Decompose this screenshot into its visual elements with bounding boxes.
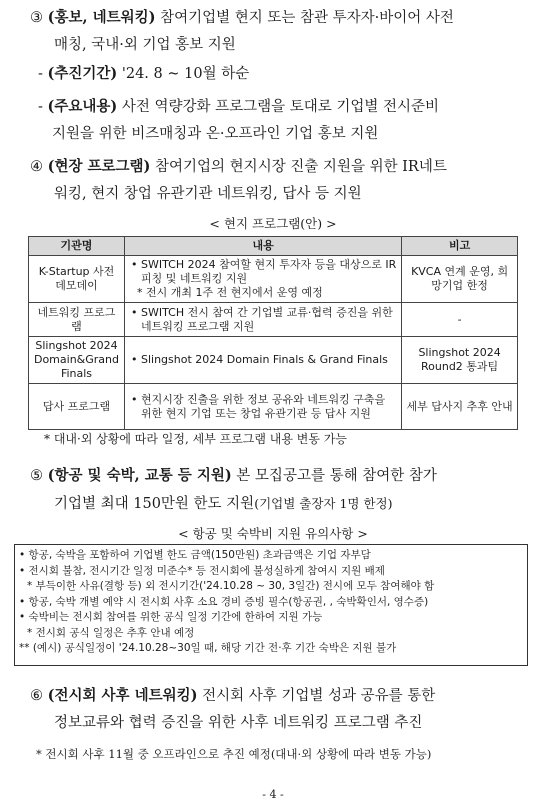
content-text: 사전 역량강화 프로그램을 토대로 기업별 전시준비 <box>117 99 440 115</box>
section-title: (항공 및 숙박, 교통 등 지원) <box>47 467 232 484</box>
content-cell <box>124 256 401 303</box>
org-cell: 답사 프로그램 <box>29 384 125 430</box>
notice-line: * 부득이한 사유(결항 등) 외 전시기간('24.10.28 ~ 30, 3일간) 전시에 모두 참여해야 함 <box>27 580 435 592</box>
table-row <box>29 256 518 303</box>
content-item: - (주요내용) 사전 역량강화 프로그램을 토대로 기업별 전시준비 지원을 위한 비즈매칭과 온·오프라인 기업 홍보 지원 <box>38 93 538 148</box>
section-text: 워킹, 현지 창업 유관기관 네트워킹, 답사 등 지원 <box>54 186 362 202</box>
column-header: 내용 <box>124 237 401 256</box>
content-bullet: • 현지시장 진출을 위한 정보 공유와 네트워킹 구축을 위한 현지 기업 또는 창업 유관기관 등 답사 지원 <box>130 392 386 420</box>
notice-box <box>14 544 528 666</box>
table-header-row <box>29 237 518 256</box>
section-text: 전시회 사후 기업별 성과 공유를 통한 <box>197 688 436 704</box>
section-title: (전시회 사후 네트워킹) <box>47 687 198 704</box>
content-label: (주요내용) <box>47 98 118 115</box>
section-6 <box>30 682 534 737</box>
org-cell: 네트워킹 프로그램 <box>29 303 125 337</box>
column-header: 비고 <box>402 237 518 256</box>
section-paren: (기업별 출장자 1명 한정) <box>254 496 393 511</box>
content-cell <box>124 337 401 384</box>
table-row <box>29 303 518 337</box>
period-label: (추진기간) <box>47 65 118 82</box>
content-cell <box>124 384 401 430</box>
section-title: (현장 프로그램) <box>47 158 151 175</box>
section-3 <box>30 4 534 59</box>
table-footnote: * 대내·외 상황에 따라 일정, 세부 프로그램 내용 변동 가능 <box>44 432 347 446</box>
section-text: 본 모집공고를 통해 참여한 참가 <box>231 468 437 484</box>
program-table <box>28 236 518 430</box>
section-5 <box>30 462 534 518</box>
section-text: 참여기업별 현지 또는 참관 투자자·바이어 사전 <box>155 10 454 26</box>
period-item: - (추진기간) '24. 8 ~ 10월 하순 <box>38 65 250 82</box>
section-text: 기업별 최대 150만원 한도 지원 <box>54 496 255 512</box>
notice-line: • 전시회 불참, 전시기간 일정 미준수* 등 전시회에 불성실하게 참여시 지원 배제 <box>19 564 385 577</box>
content-cell <box>124 303 401 337</box>
section-footnote: * 전시회 사후 11월 중 오프라인으로 추진 예정(대내·외 상황에 따라 변동 가능) <box>36 747 432 761</box>
section-number: ⑥ <box>30 688 43 704</box>
page-number: - 4 - <box>262 788 284 801</box>
notice-line: • 항공, 숙박 개별 예약 시 전시회 사후 소요 경비 증빙 필수(항공권, , 숙박확인서, 영수증) <box>19 595 429 608</box>
notice-line: ** (예시) 공식일정이 '24.10.28~30일 때, 해당 기간 전·후 기간 숙박은 지원 불가 <box>19 642 397 654</box>
section-text: 정보교류와 협력 증진을 위한 사후 네트워킹 프로그램 추진 <box>54 715 423 731</box>
content-bullet: • Slingshot 2024 Domain Finals & Grand Finals <box>130 353 388 366</box>
content-subnote: * 전시 개최 1주 전 현지에서 운영 예정 <box>136 286 323 299</box>
section-text: 참여기업의 현지시장 진출 지원을 위한 IR네트 <box>150 159 447 175</box>
period-value: '24. 8 ~ 10월 하순 <box>117 66 250 82</box>
notice-line: • 숙박비는 전시회 참여를 위한 공식 일정 기간에 한하여 지원 가능 <box>19 611 323 623</box>
column-header: 기관명 <box>29 237 125 256</box>
content-bullet: • SWITCH 전시 참여 간 기업별 교류·협력 증진을 위한 네트워킹 프로그램 지원 <box>130 305 393 333</box>
note-cell: 세부 답사지 추후 안내 <box>402 384 518 430</box>
notice-line: * 전시회 공식 일정은 추후 안내 예정 <box>27 626 195 639</box>
note-cell: - <box>402 303 518 337</box>
section-title: (홍보, 네트워킹) <box>47 9 156 26</box>
table-row <box>29 337 518 384</box>
org-cell: Slingshot 2024 Domain&Grand Finals <box>29 337 125 384</box>
content-text: 지원을 위한 비즈매칭과 온·오프라인 기업 홍보 지원 <box>52 126 379 142</box>
table-caption: < 현지 프로그램(안) > <box>209 216 337 231</box>
org-cell: K-Startup 사전 데모데이 <box>29 256 125 303</box>
note-cell: Slingshot 2024 Round2 통과팀 <box>402 337 518 384</box>
section-number: ③ <box>30 10 43 26</box>
table-row <box>29 384 518 430</box>
content-bullet: • SWITCH 2024 참여할 현지 투자자 등을 대상으로 IR 피칭 및 네트워킹 지원 <box>130 258 397 285</box>
section-4 <box>30 153 534 208</box>
section-number: ⑤ <box>30 468 43 484</box>
notice-line: • 항공, 숙박을 포함하여 기업별 한도 금액(150만원) 초과금액은 기업 자부담 <box>19 549 371 561</box>
section-text: 매칭, 국내·외 기업 홍보 지원 <box>54 37 236 53</box>
note-cell: KVCA 연계 운영, 희망기업 한정 <box>402 256 518 303</box>
notice-caption: < 항공 및 숙박비 지원 유의사항 > <box>178 526 368 541</box>
section-number: ④ <box>30 159 43 175</box>
